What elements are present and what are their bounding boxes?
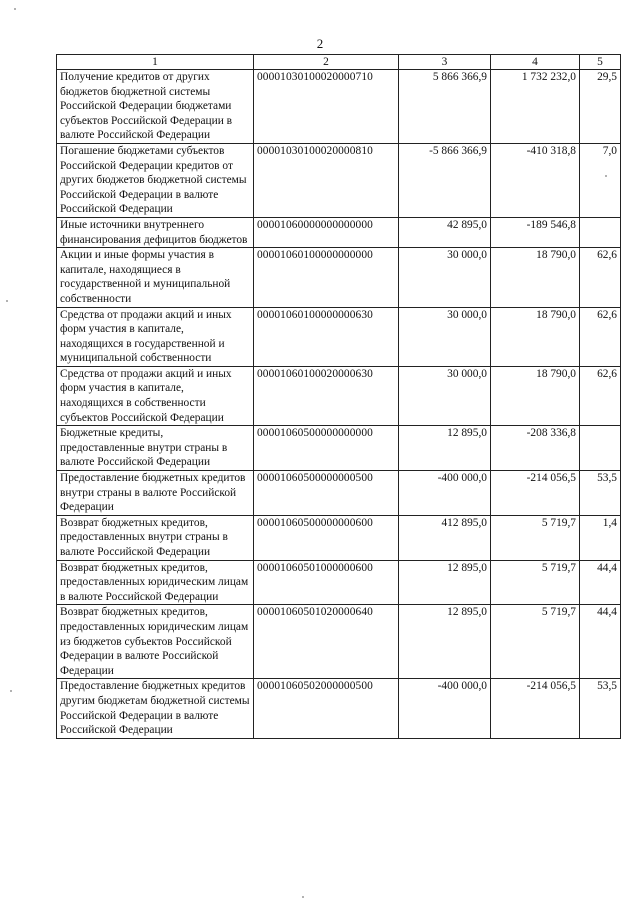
column-header-4: 4 (491, 55, 580, 70)
row-executed: -214 056,5 (491, 679, 580, 738)
row-percent (580, 426, 621, 471)
row-executed: 5 719,7 (491, 605, 580, 679)
row-percent: 44,4 (580, 560, 621, 605)
row-name: Средства от продажи акций и иных форм участия в капитале, находящихся в собственности субъектов Российской Федерации (57, 366, 254, 425)
table-row (57, 471, 621, 516)
row-name: Возврат бюджетных кредитов, предоставленных юридическим лицам из бюджетов субъектов Российской Федерации в валюте Российской Федерации (57, 605, 254, 679)
row-name: Погашение бюджетами субъектов Российской Федерации кредитов от других бюджетов бюджетной системы Российской Федерации в валюте Российской Федерации (57, 143, 254, 217)
row-percent: 62,6 (580, 307, 621, 366)
row-executed: -410 318,8 (491, 143, 580, 217)
row-code: 00001060500000000600 (254, 515, 399, 560)
table-row (57, 307, 621, 366)
row-planned: 12 895,0 (399, 560, 491, 605)
row-name: Средства от продажи акций и иных форм участия в капитале, находящихся в государственной и муниципальной собственности (57, 307, 254, 366)
row-executed: -189 546,8 (491, 217, 580, 247)
row-code: 00001030100020000810 (254, 143, 399, 217)
row-code: 00001060501000000600 (254, 560, 399, 605)
row-code: 00001060500000000500 (254, 471, 399, 516)
column-header-3: 3 (399, 55, 491, 70)
row-planned: -5 866 366,9 (399, 143, 491, 217)
row-code: 00001060502000000500 (254, 679, 399, 738)
row-percent: 62,6 (580, 248, 621, 307)
row-name: Возврат бюджетных кредитов, предоставленных юридическим лицам в валюте Российской Федерации (57, 560, 254, 605)
row-code: 00001030100020000710 (254, 70, 399, 144)
row-planned: 42 895,0 (399, 217, 491, 247)
table-row (57, 366, 621, 425)
row-planned: 30 000,0 (399, 248, 491, 307)
table-row (57, 426, 621, 471)
row-percent: 44,4 (580, 605, 621, 679)
row-code: 00001060500000000000 (254, 426, 399, 471)
row-name: Предоставление бюджетных кредитов другим бюджетам бюджетной системы Российской Федерации в валюте Российской Федерации (57, 679, 254, 738)
row-executed: 18 790,0 (491, 366, 580, 425)
row-executed: 1 732 232,0 (491, 70, 580, 144)
budget-sources-table (56, 54, 621, 739)
row-planned: 5 866 366,9 (399, 70, 491, 144)
column-header-5: 5 (580, 55, 621, 70)
row-name: Предоставление бюджетных кредитов внутри страны в валюте Российской Федерации (57, 471, 254, 516)
row-code: 00001060501020000640 (254, 605, 399, 679)
row-planned: 12 895,0 (399, 605, 491, 679)
column-header-2: 2 (254, 55, 399, 70)
row-planned: 412 895,0 (399, 515, 491, 560)
scan-speck (605, 175, 607, 177)
row-code: 00001060100000000000 (254, 248, 399, 307)
row-planned: -400 000,0 (399, 679, 491, 738)
row-planned: 12 895,0 (399, 426, 491, 471)
row-name: Бюджетные кредиты, предоставленные внутри страны в валюте Российской Федерации (57, 426, 254, 471)
row-percent: 53,5 (580, 679, 621, 738)
page-number: 2 (316, 36, 324, 51)
row-percent: 7,0 (580, 143, 621, 217)
column-header-1: 1 (57, 55, 254, 70)
row-executed: 5 719,7 (491, 515, 580, 560)
row-percent: 1,4 (580, 515, 621, 560)
row-executed: 5 719,7 (491, 560, 580, 605)
row-percent: 62,6 (580, 366, 621, 425)
row-planned: 30 000,0 (399, 307, 491, 366)
row-name: Акции и иные формы участия в капитале, находящиеся в государственной и муниципальной собственности (57, 248, 254, 307)
row-executed: -214 056,5 (491, 471, 580, 516)
row-name: Возврат бюджетных кредитов, предоставленных внутри страны в валюте Российской Федерации (57, 515, 254, 560)
row-executed: -208 336,8 (491, 426, 580, 471)
scan-speck (14, 8, 16, 10)
row-percent (580, 217, 621, 247)
row-planned: 30 000,0 (399, 366, 491, 425)
table-row (57, 679, 621, 738)
row-executed: 18 790,0 (491, 248, 580, 307)
row-code: 00001060100000000630 (254, 307, 399, 366)
scan-speck (302, 896, 304, 898)
row-percent: 29,5 (580, 70, 621, 144)
table-row (57, 560, 621, 605)
scan-speck (10, 690, 12, 692)
row-executed: 18 790,0 (491, 307, 580, 366)
table-header-row (57, 55, 621, 70)
table-row (57, 605, 621, 679)
row-planned: -400 000,0 (399, 471, 491, 516)
row-name: Получение кредитов от других бюджетов бюджетной системы Российской Федерации бюджетами субъектов Российской Федерации в валюте Российской Федерации (57, 70, 254, 144)
scan-speck (6, 300, 8, 302)
table-row (57, 143, 621, 217)
table-row (57, 70, 621, 144)
row-code: 00001060000000000000 (254, 217, 399, 247)
row-code: 00001060100020000630 (254, 366, 399, 425)
row-percent: 53,5 (580, 471, 621, 516)
row-name: Иные источники внутреннего финансирования дефицитов бюджетов (57, 217, 254, 247)
table-row (57, 515, 621, 560)
table-row (57, 248, 621, 307)
table-row (57, 217, 621, 247)
